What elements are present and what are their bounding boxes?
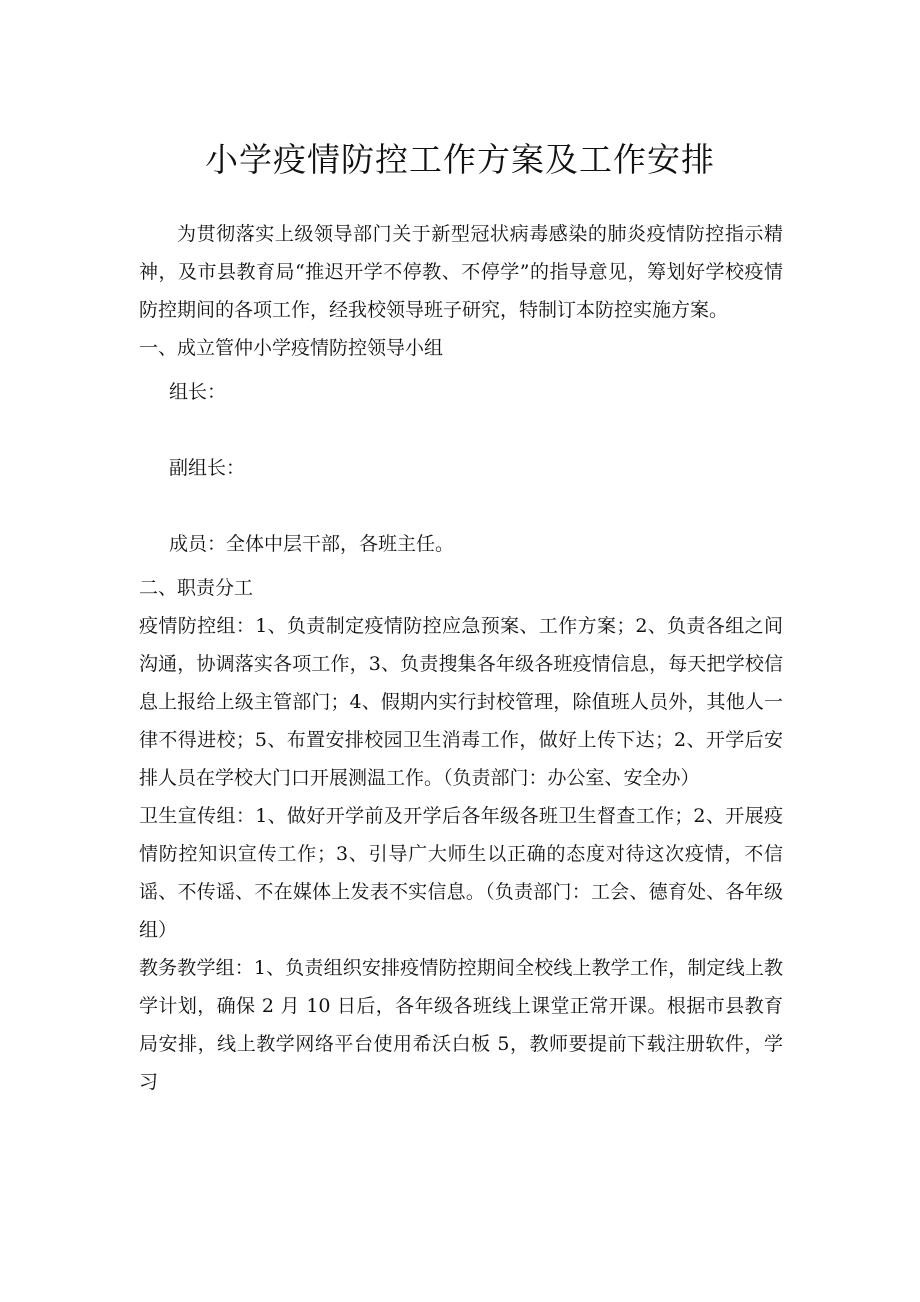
group-epidemic-control: 疫情防控组：1、负责制定疫情防控应急预案、工作方案；2、负责各组之间沟通，协调落实各项工作，3、负责搜集各年级各班疫情信息，每天把学校信息上报给上级主管部门；4、假期内实行封校管理，除值班人员外，其他人一律不得进校；5、布置安排校园卫生消毒工作，做好上传下达；2、开学后安排人员在学校大门口开展测温工作。（负责部门：办公室、安全办） [139, 615, 783, 789]
deputy-leader-line: 副组长： [169, 457, 246, 479]
section1-heading: 一、成立管仲小学疫情防控领导小组 [139, 337, 444, 359]
members-line: 成员：全体中层干部，各班主任。 [169, 533, 455, 555]
group-academic-teaching: 教务教学组：1、负责组织安排疫情防控期间全校线上教学工作，制定线上教学计划，确保 2 月 10 日后，各年级各班线上课堂正常开课。根据市县教育局安排，线上教学网络平台使用希沃白板 5，教师要提前下载注册软件，学习 [139, 957, 783, 1093]
leader-line: 组长： [169, 381, 227, 403]
section2-heading: 二、职责分工 [139, 577, 254, 599]
document-body [139, 215, 783, 1101]
document-title: 小学疫情防控工作方案及工作安排 [205, 140, 715, 179]
intro-paragraph: 为贯彻落实上级领导部门关于新型冠状病毒感染的肺炎疫情防控指示精神，及市县教育局“推迟开学不停教、不停学”的指导意见，筹划好学校疫情防控期间的各项工作，经我校领导班子研究，特制订本防控实施方案。 [139, 223, 783, 321]
group-hygiene-publicity: 卫生宣传组：1、做好开学前及开学后各年级各班卫生督查工作；2、开展疫情防控知识宣传工作；3、引导广大师生以正确的态度对待这次疫情，不信谣、不传谣、不在媒体上发表不实信息。（负责部门：工会、德育处、各年级组） [139, 805, 783, 941]
